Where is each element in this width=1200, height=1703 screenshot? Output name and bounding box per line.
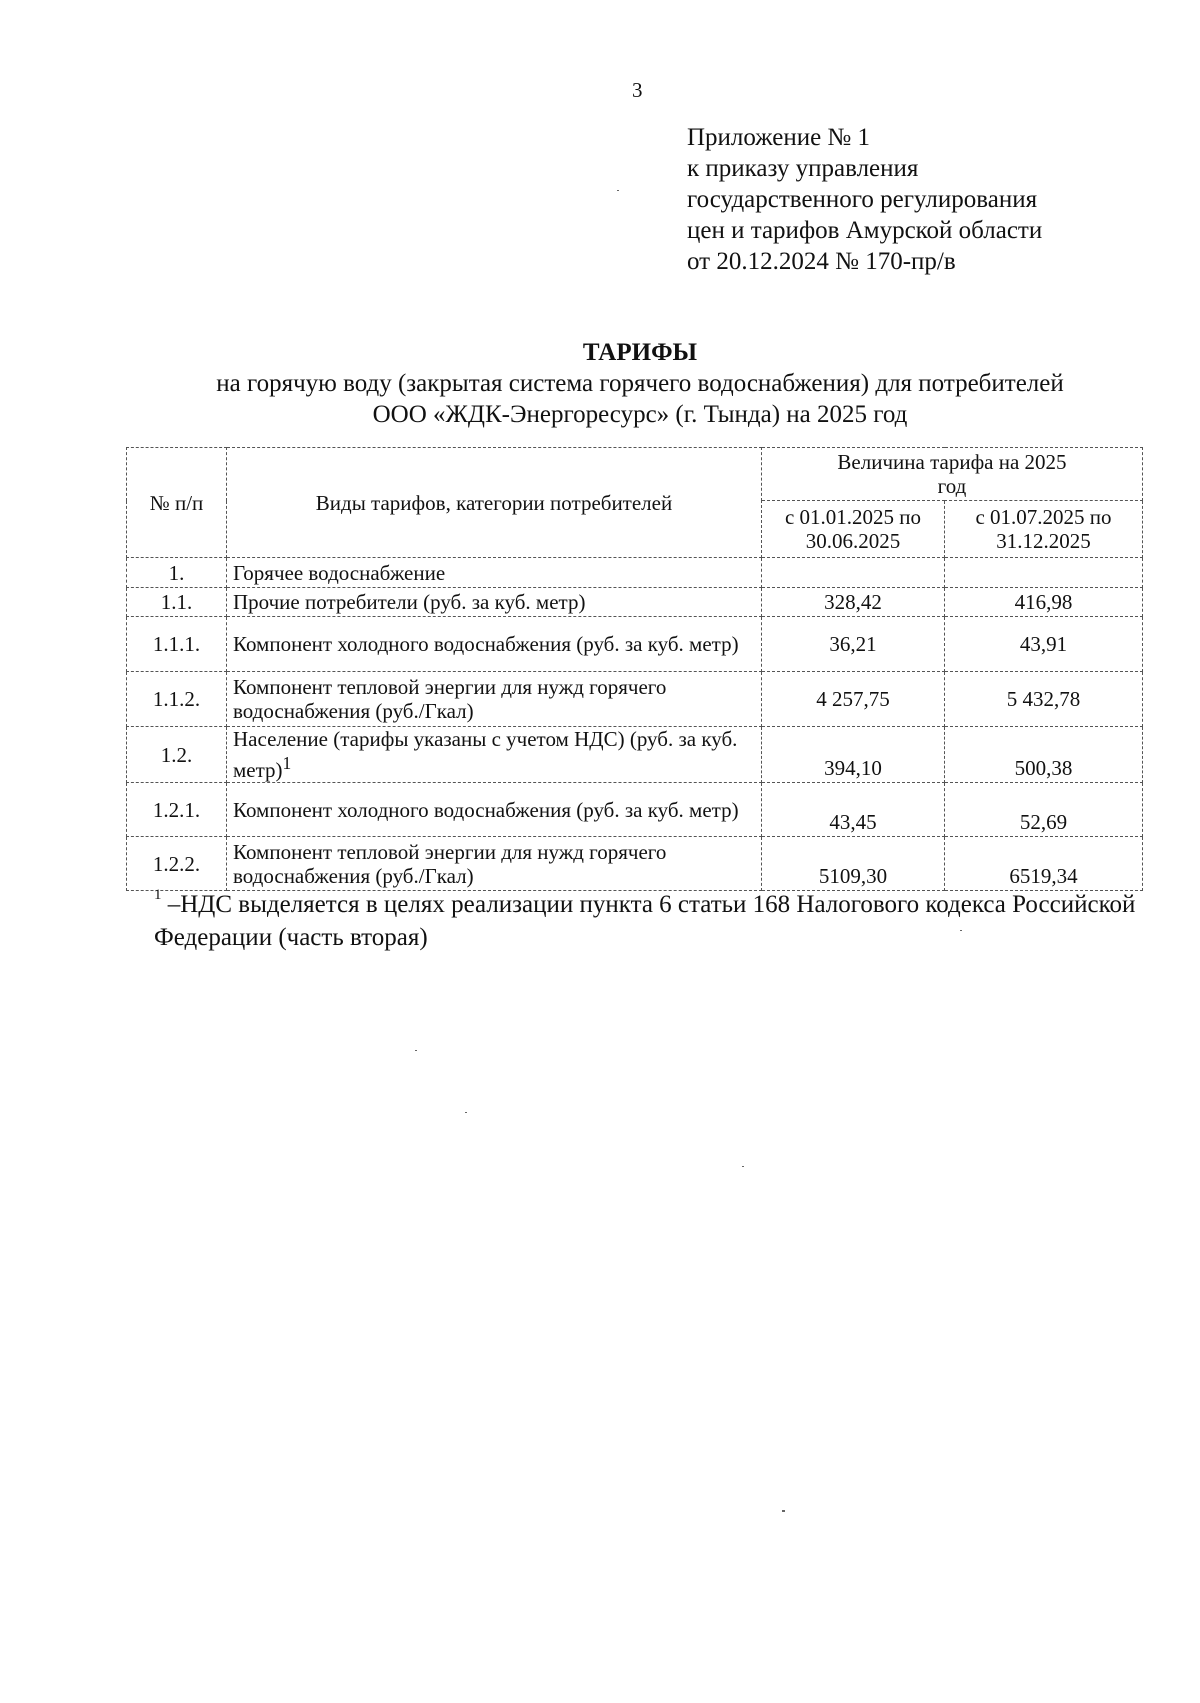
row-value-1 bbox=[762, 558, 945, 588]
appendix-line: от 20.12.2024 № 170-пр/в bbox=[687, 248, 956, 275]
appendix-line: к приказу управления bbox=[687, 155, 919, 182]
appendix-line: цен и тарифов Амурской области bbox=[687, 217, 1043, 244]
appendix-block bbox=[687, 122, 1042, 277]
row-name: Горячее водоснабжение bbox=[227, 558, 762, 588]
title-block bbox=[130, 338, 1150, 430]
document-subtitle: ООО «ЖДК-Энергоресурс» (г. Тында) на 2025 год bbox=[372, 401, 908, 428]
table-row bbox=[127, 727, 1143, 783]
row-num: 1.2.2. bbox=[127, 837, 227, 891]
row-num: 1.1.2. bbox=[127, 672, 227, 727]
row-value-2: 52,69 bbox=[945, 783, 1143, 837]
row-num: 1. bbox=[127, 558, 227, 588]
scan-speck bbox=[465, 1112, 467, 1113]
header-num: № п/п bbox=[127, 448, 227, 558]
row-name: Компонент тепловой энергии для нужд горячего водоснабжения (руб./Гкал) bbox=[227, 837, 762, 891]
row-name: Прочие потребители (руб. за куб. метр) bbox=[227, 588, 762, 617]
row-value-2: 5 432,78 bbox=[945, 672, 1143, 727]
scan-speck bbox=[742, 1166, 744, 1167]
page-number: 3 bbox=[632, 78, 643, 102]
header-period-1: с 01.01.2025 по 30.06.2025 bbox=[762, 501, 945, 558]
table-row bbox=[127, 588, 1143, 617]
tariffs-table bbox=[126, 447, 1143, 891]
row-value-1: 4 257,75 bbox=[762, 672, 945, 727]
row-name-text: Население (тарифы указаны с учетом НДС) (руб. за куб. метр) bbox=[233, 727, 738, 782]
appendix-line: государственного регулирования bbox=[687, 186, 1038, 213]
row-name: Компонент тепловой энергии для нужд горячего водоснабжения (руб./Гкал) bbox=[227, 672, 762, 727]
scan-speck bbox=[617, 190, 619, 191]
footnote-text: –НДС выделяется в целях реализации пункта 6 статьи 168 Налогового кодекса Российской Федерации (часть вторая) bbox=[154, 891, 1136, 951]
row-name: Компонент холодного водоснабжения (руб. за куб. метр) bbox=[227, 617, 762, 672]
table-header-row bbox=[127, 448, 1143, 501]
row-value-1: 36,21 bbox=[762, 617, 945, 672]
footnote-reference: 1 bbox=[282, 753, 292, 773]
row-name bbox=[227, 727, 762, 783]
footnote bbox=[154, 888, 1144, 954]
header-name: Виды тарифов, категории потребителей bbox=[227, 448, 762, 558]
row-num: 1.2. bbox=[127, 727, 227, 783]
table-row bbox=[127, 783, 1143, 837]
row-name: Компонент холодного водоснабжения (руб. за куб. метр) bbox=[227, 783, 762, 837]
document-subtitle: на горячую воду (закрытая система горячего водоснабжения) для потребителей bbox=[216, 370, 1064, 397]
footnote-mark: 1 bbox=[154, 886, 162, 903]
table-row bbox=[127, 672, 1143, 727]
row-value-2: 500,38 bbox=[945, 727, 1143, 783]
header-period-2: с 01.07.2025 по 31.12.2025 bbox=[945, 501, 1143, 558]
scan-speck bbox=[960, 930, 962, 931]
header-value-group: Величина тарифа на 2025 год bbox=[762, 448, 1143, 501]
table-row bbox=[127, 558, 1143, 588]
row-value-2: 416,98 bbox=[945, 588, 1143, 617]
document-title: ТАРИФЫ bbox=[582, 339, 698, 366]
row-value-1: 43,45 bbox=[762, 783, 945, 837]
row-num: 1.1. bbox=[127, 588, 227, 617]
row-value-1: 5109,30 bbox=[762, 837, 945, 891]
appendix-line: Приложение № 1 bbox=[687, 124, 871, 151]
table-row bbox=[127, 617, 1143, 672]
row-value-2: 43,91 bbox=[945, 617, 1143, 672]
row-num: 1.1.1. bbox=[127, 617, 227, 672]
scan-speck bbox=[782, 1510, 785, 1512]
row-value-1: 394,10 bbox=[762, 727, 945, 783]
table-row bbox=[127, 837, 1143, 891]
row-num: 1.2.1. bbox=[127, 783, 227, 837]
row-value-1: 328,42 bbox=[762, 588, 945, 617]
scan-speck bbox=[415, 1050, 417, 1051]
row-value-2: 6519,34 bbox=[945, 837, 1143, 891]
row-value-2 bbox=[945, 558, 1143, 588]
